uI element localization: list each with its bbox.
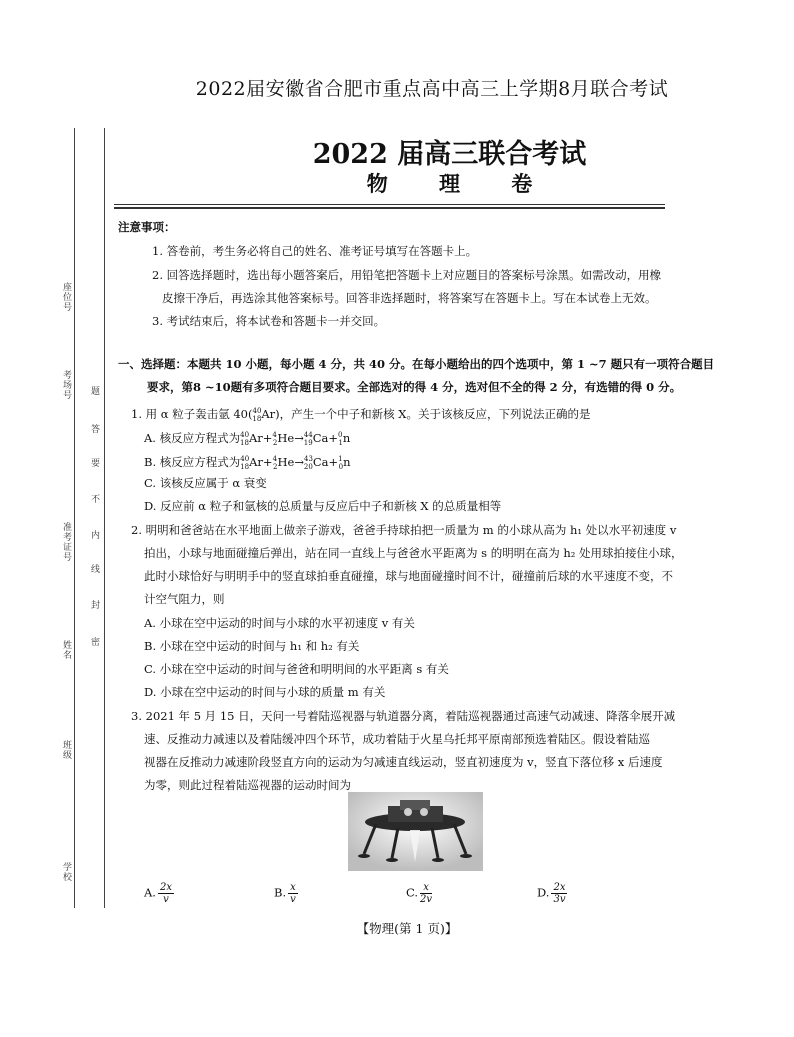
side-field-ticket: 准考证号 — [61, 522, 71, 562]
exam-title: 2022 届高三联合考试 — [312, 139, 587, 170]
question-2-stem: 计空气阻力，则 — [144, 592, 225, 606]
question-3-option-c: C. $\frac{x}{2v}$ — [406, 882, 433, 905]
question-1-stem: 1. 用 α 粒子轰击氩 40($^{40}_{18}$Ar)，产生一个中子和新核 X。关于该核反应，下列说法正确的是 — [131, 406, 591, 424]
binding-line-inner — [104, 128, 105, 908]
lander-illustration — [348, 792, 483, 871]
question-1-option-b: B. 核反应方程式为$^{40}_{18}$Ar+$^4_2$He→$^{43}_{20}$Ca+$^1_0$n — [144, 454, 351, 472]
question-2-option-a: A. 小球在空中运动的时间与小球的水平初速度 v 有关 — [144, 616, 415, 630]
section-instructions: 一、选择题：本题共 10 小题，每小题 4 分，共 40 分。在每小题给出的四个选项中，第 1 ~7 题只有一项符合题目 — [118, 357, 715, 371]
binding-line-outer — [74, 128, 75, 908]
side-field-class: 班级 — [61, 740, 71, 760]
question-3-option-d: D. $\frac{2x}{3v}$ — [537, 882, 566, 905]
notice-item: 1. 答卷前，考生务必将自己的姓名、准考证号填写在答题卡上。 — [152, 244, 478, 258]
question-2-option-c: C. 小球在空中运动的时间与爸爸和明明间的水平距离 s 有关 — [144, 662, 449, 676]
seal-char: 封 — [89, 600, 99, 610]
question-3-stem: 3. 2021 年 5 月 15 日，天问一号着陆巡视器与轨道器分离，着陆巡视器通过高速气动减速、降落伞展开减 — [131, 709, 676, 723]
seal-char: 内 — [89, 530, 99, 540]
seal-char: 要 — [89, 458, 99, 468]
seal-char: 答 — [89, 424, 99, 434]
notice-item: 2. 回答选择题时，选出每小题答案后，用铅笔把答题卡上对应题目的答案标号涂黑。如需改动，用橡 — [152, 268, 662, 282]
question-2-stem: 此时小球恰好与明明手中的竖直球拍垂直碰撞，球与地面碰撞时间不计，碰撞前后球的水平速度不变，不 — [144, 569, 673, 583]
question-2-stem: 拍出，小球与地面碰撞后弹出，站在同一直线上与爸爸水平距离为 s 的明明在高为 h₂ 处用球拍接住小球， — [144, 546, 683, 560]
side-field-name: 姓名 — [61, 640, 71, 660]
question-3-stem: 速、反推动力减速以及着陆缓冲四个环节，成功着陆于火星乌托邦平原南部预选着陆区。假设着陆巡 — [144, 732, 650, 746]
question-3-option-b: B. $\frac{x}{v}$ — [274, 882, 296, 905]
question-2-stem: 2. 明明和爸爸站在水平地面上做亲子游戏，爸爸手持球拍把一质量为 m 的小球从高为 h₁ 处以水平初速度 v — [131, 523, 677, 537]
page-footer: 【物理(第 1 页)】 — [356, 921, 458, 936]
side-field-seat: 座位号 — [61, 282, 71, 312]
question-3-stem: 视器在反推动力减速阶段竖直方向的运动为匀减速直线运动，竖直初速度为 v，竖直下落位移 x 后速度 — [144, 755, 663, 769]
title-rule-thick — [114, 207, 665, 209]
notice-item: 3. 考试结束后，将本试卷和答题卡一并交回。 — [152, 314, 386, 328]
side-field-room: 考场号 — [61, 370, 71, 400]
subject-title: 物 理 卷 — [366, 171, 555, 196]
notice-heading: 注意事项： — [118, 220, 176, 234]
seal-char: 题 — [89, 386, 99, 396]
lander-photo — [348, 792, 483, 871]
seal-char: 线 — [89, 564, 99, 574]
question-1-option-c: C. 该核反应属于 α 衰变 — [144, 476, 267, 490]
question-2-option-b: B. 小球在空中运动的时间与 h₁ 和 h₂ 有关 — [144, 639, 360, 653]
seal-char: 密 — [89, 637, 99, 647]
notice-item: 皮擦干净后，再选涂其他答案标号。回答非选择题时，将答案写在答题卡上。写在本试卷上无效。 — [162, 291, 657, 305]
question-3-option-a: A. $\frac{2x}{v}$ — [144, 882, 172, 905]
question-1-option-d: D. 反应前 α 粒子和氩核的总质量与反应后中子和新核 X 的总质量相等 — [144, 499, 502, 513]
question-3-stem: 为零，则此过程着陆巡视器的运动时间为 — [144, 778, 351, 792]
question-1-option-a: A. 核反应方程式为$^{40}_{18}$Ar+$^4_2$He→$^{44}_{19}$Ca+$^0_1$n — [144, 430, 351, 448]
section-instructions: 要求，第8 ~10题有多项符合题目要求。全部选对的得 4 分，选对但不全的得 2 分，有选错的得 0 分。 — [147, 380, 682, 394]
question-2-option-d: D. 小球在空中运动的时间与小球的质量 m 有关 — [144, 685, 386, 699]
seal-char: 不 — [89, 494, 99, 504]
title-rule — [114, 204, 665, 205]
side-field-school: 学校 — [61, 862, 71, 882]
paper-banner: 2022届安徽省合肥市重点高中高三上学期8月联合考试 — [195, 78, 669, 100]
